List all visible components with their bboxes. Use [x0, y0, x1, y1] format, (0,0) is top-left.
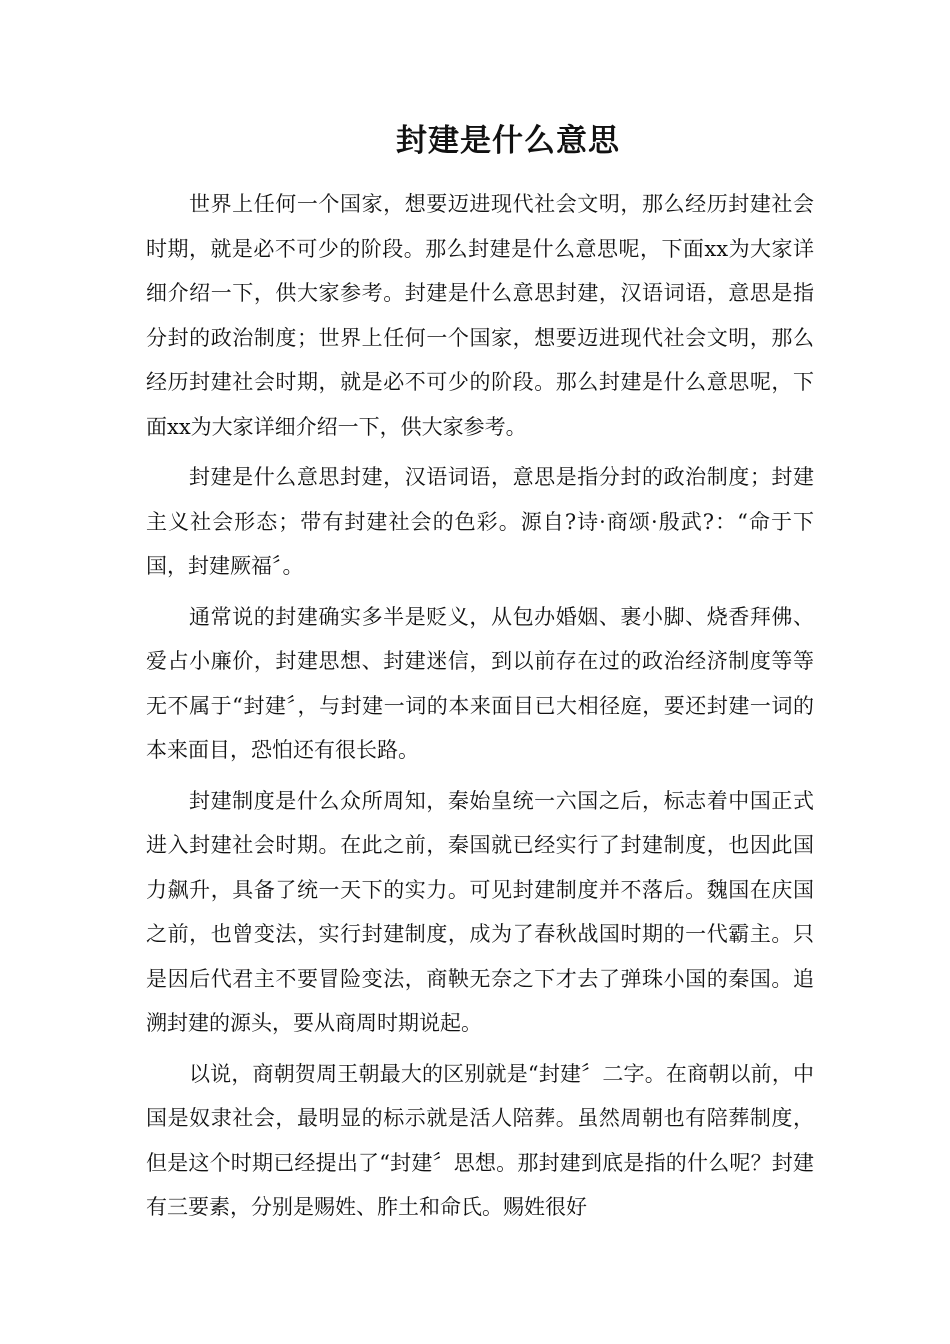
paragraph-4: 封建制度是什么众所周知，秦始皇统一六国之后，标志着中国正式进入封建社会时期。在此之前，秦国就已经实行了封建制度，也因此国力飙升，具备了统一天下的实力。可见封建制度并不落后。魏国在庆国之前，也曾变法，实行封建制度，成为了春秋战国时期的一代霸主。只是因后代君主不要冒险变法，商鞅无奈之下才去了弹珠小国的秦国。追溯封建的源头，要从商周时期说起。 — [146, 788, 814, 1035]
paragraph-1: 世界上任何一个国家，想要迈进现代社会文明，那么经历封建社会时期，就是必不可少的阶段。那么封建是什么意思呢，下面xx为大家详细介绍一下，供大家参考。封建是什么意思封建，汉语词语，意思是指分封的政治制度；世界上任何一个国家，想要迈进现代社会文明，那么经历封建社会时期，就是必不可少的阶段。那么封建是什么意思呢，下面xx为大家详细介绍一下，供大家参考。 — [146, 192, 814, 439]
paragraph-3: 通常说的封建确实多半是贬义，从包办婚姻、裹小脚、烧香拜佛、爱占小廉价，封建思想、封建迷信，到以前存在过的政治经济制度等等无不属于“封建〞，与封建一词的本来面目已大相径庭，要还封建一词的本来面目，恐怕还有很长路。 — [146, 604, 814, 762]
paragraph-5: 以说，商朝贺周王朝最大的区别就是“封建〞二字。在商朝以前，中国是奴隶社会，最明显的标示就是活人陪葬。虽然周朝也有陪葬制度，但是这个时期已经提出了“封建〞思想。那封建到底是指的什么呢？封建有三要素，分别是赐姓、胙土和命氏。赐姓很好 — [146, 1061, 814, 1219]
document-body — [146, 182, 814, 1236]
document-title: 封建是什么意思 — [396, 123, 620, 159]
paragraph-2: 封建是什么意思封建，汉语词语，意思是指分封的政治制度；封建主义社会形态；带有封建社会的色彩。源自?诗·商颂·殷武?：“命于下国，封建厥福〞。 — [146, 465, 814, 578]
